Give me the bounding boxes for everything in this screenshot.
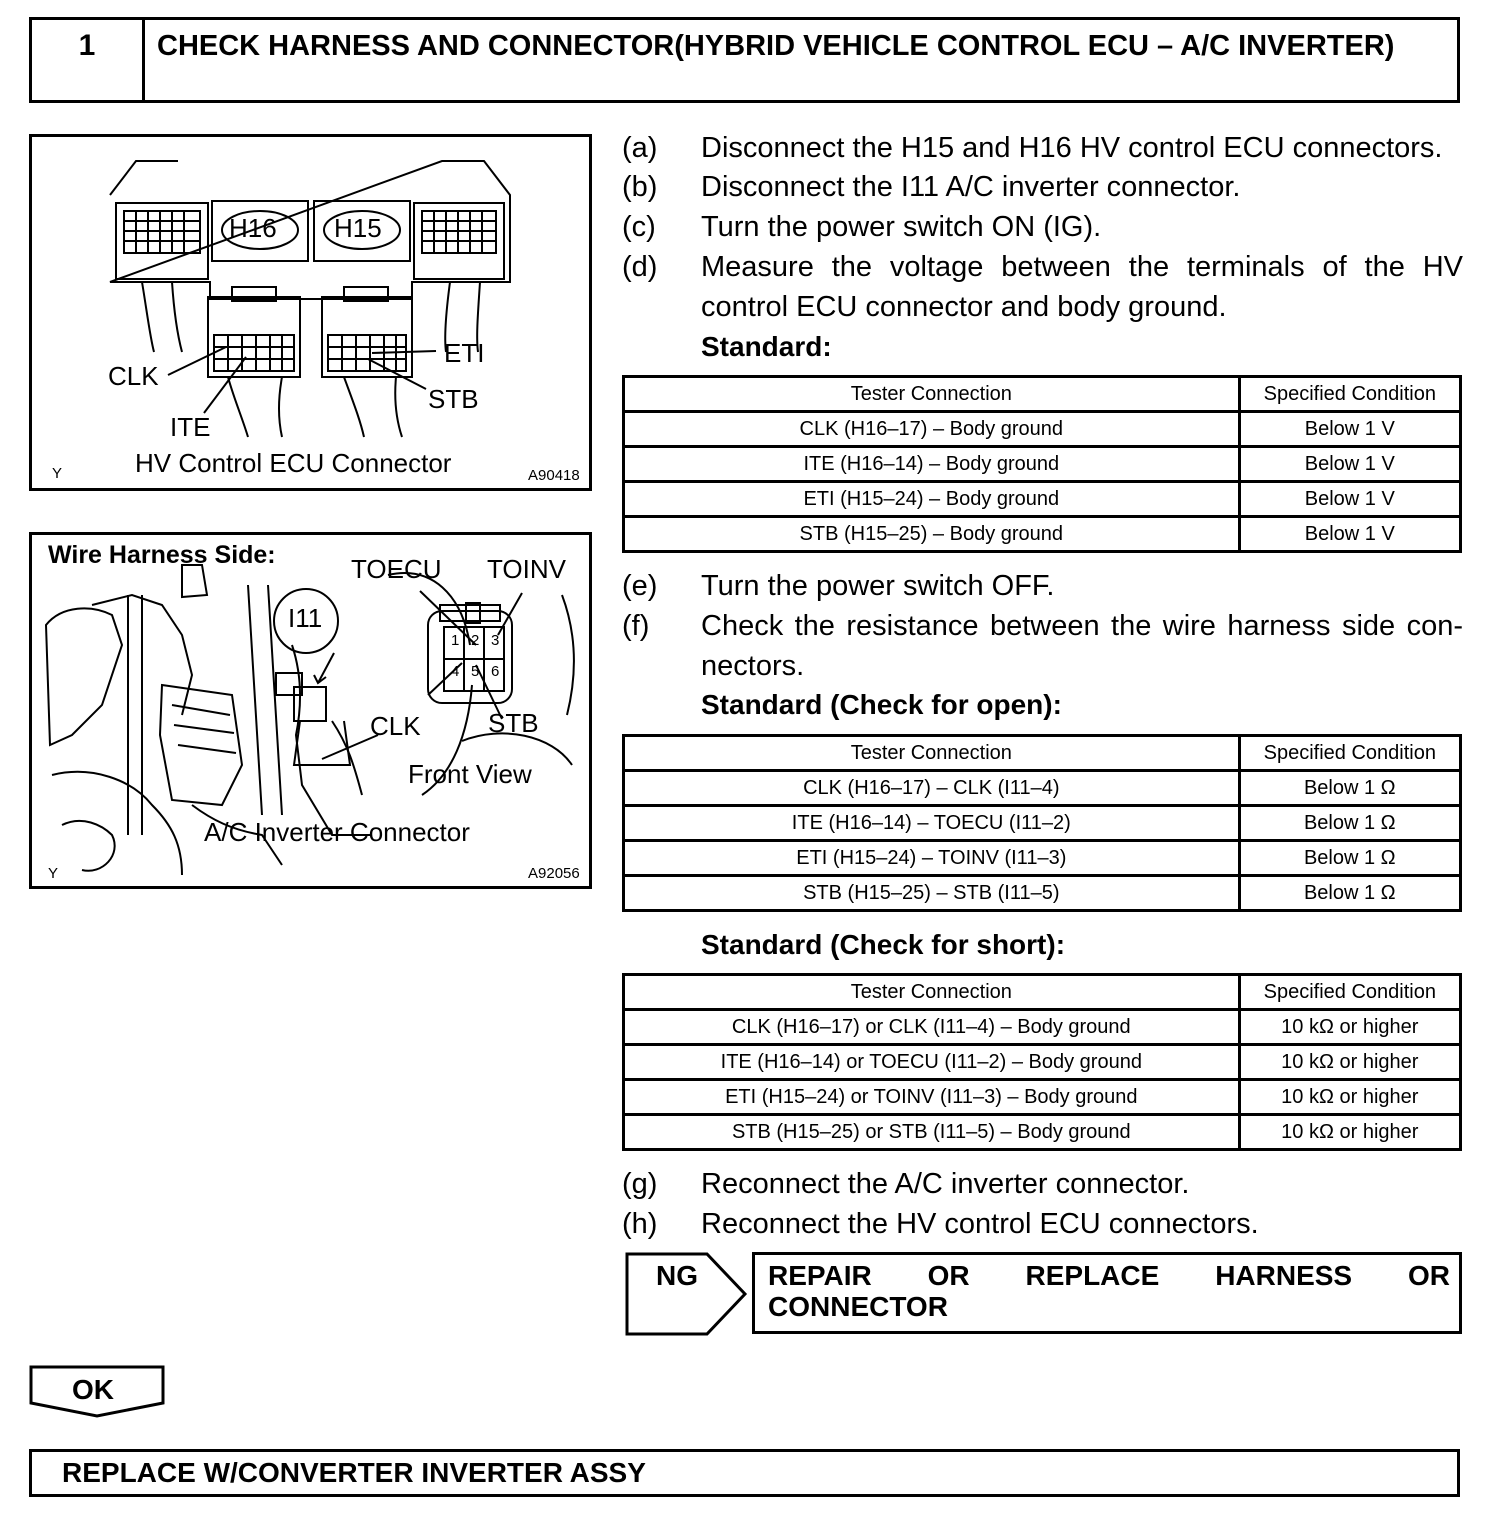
- cell-connection: CLK (H16–17) or CLK (I11–4) – Body ground: [624, 1010, 1240, 1045]
- step-f-text-line1: Check the resistance between the wire harness side con-: [701, 610, 1463, 642]
- table-row: [624, 1045, 1461, 1080]
- figure2-title: Wire Harness Side:: [48, 541, 276, 569]
- short-spec-table: [622, 973, 1462, 1151]
- pin-6: 6: [491, 663, 500, 680]
- cell-connection: ETI (H15–24) – TOINV (I11–3): [624, 841, 1240, 876]
- cell-condition: Below 1 Ω: [1239, 771, 1460, 806]
- cell-condition: 10 kΩ or higher: [1239, 1010, 1460, 1045]
- standard-short-heading: Standard (Check for short):: [701, 929, 1066, 960]
- table-row: [624, 482, 1461, 517]
- ng-word: HARNESS: [1215, 1260, 1353, 1291]
- step-g-letter: (g): [622, 1168, 658, 1200]
- step-d-letter: (d): [622, 251, 658, 283]
- stb-label: STB: [428, 384, 479, 414]
- corner-mark: Y: [48, 865, 59, 882]
- figure-code: A90418: [528, 467, 580, 484]
- cell-condition: Below 1 Ω: [1239, 841, 1460, 876]
- cell-condition: Below 1 V: [1239, 447, 1460, 482]
- ng-word: OR: [927, 1260, 970, 1291]
- step-a-letter: (a): [622, 132, 658, 164]
- step-g-text: Reconnect the A/C inverter connector.: [701, 1168, 1190, 1200]
- cell-connection: STB (H15–25) or STB (I11–5) – Body ground: [624, 1115, 1240, 1150]
- table-row: [624, 1010, 1461, 1045]
- table-header-row: [624, 736, 1461, 771]
- header-tester-connection: Tester Connection: [624, 975, 1240, 1010]
- header-tester-connection: Tester Connection: [624, 736, 1240, 771]
- cell-connection: ETI (H15–24) or TOINV (I11–3) – Body ground: [624, 1080, 1240, 1115]
- figure-caption: HV Control ECU Connector: [135, 448, 452, 478]
- table-row: [624, 1080, 1461, 1115]
- table-header-row: [624, 975, 1461, 1010]
- step-c-letter: (c): [622, 211, 656, 243]
- step-e-text: Turn the power switch OFF.: [701, 570, 1055, 602]
- cell-condition: Below 1 V: [1239, 517, 1460, 552]
- step-header: [29, 17, 1460, 103]
- cell-connection: ITE (H16–14) or TOECU (I11–2) – Body ground: [624, 1045, 1240, 1080]
- table-row: [624, 876, 1461, 911]
- step-f-letter: (f): [622, 610, 650, 642]
- hv-ecu-connector-illustration: [32, 137, 589, 488]
- h15-label: H15: [334, 213, 382, 243]
- cell-condition: 10 kΩ or higher: [1239, 1115, 1460, 1150]
- cell-connection: STB (H15–25) – Body ground: [624, 517, 1240, 552]
- standard-open-heading: Standard (Check for open):: [701, 689, 1062, 720]
- cell-condition: 10 kΩ or higher: [1239, 1045, 1460, 1080]
- ng-word: REPAIR: [768, 1260, 872, 1291]
- ng-label: NG: [656, 1260, 698, 1291]
- clk-label: CLK: [108, 361, 159, 391]
- standard-voltage-heading: Standard:: [701, 331, 832, 362]
- cell-connection: ITE (H16–14) – TOECU (I11–2): [624, 806, 1240, 841]
- step-h-text: Reconnect the HV control ECU connectors.: [701, 1208, 1259, 1240]
- table-row: [624, 447, 1461, 482]
- cell-condition: 10 kΩ or higher: [1239, 1080, 1460, 1115]
- step-b-text: Disconnect the I11 A/C inverter connector.: [701, 171, 1241, 203]
- table-row: [624, 1115, 1461, 1150]
- cell-condition: Below 1 Ω: [1239, 806, 1460, 841]
- header-specified-condition: Specified Condition: [1239, 377, 1460, 412]
- table-row: [624, 771, 1461, 806]
- eti-label: ETI: [444, 338, 485, 368]
- figure-code: A92056: [528, 865, 580, 882]
- figure-hv-ecu-connector: [29, 134, 592, 491]
- ng-action-line1: [768, 1260, 1450, 1292]
- table-row: [624, 412, 1461, 447]
- voltage-spec-table: [622, 375, 1462, 553]
- header-tester-connection: Tester Connection: [624, 377, 1240, 412]
- header-specified-condition: Specified Condition: [1239, 975, 1460, 1010]
- cell-connection: ETI (H15–24) – Body ground: [624, 482, 1240, 517]
- cell-condition: Below 1 V: [1239, 482, 1460, 517]
- final-action-box: REPLACE W/CONVERTER INVERTER ASSY: [29, 1449, 1460, 1497]
- ng-action-box: [752, 1252, 1462, 1334]
- open-spec-table: [622, 734, 1462, 912]
- step-e-letter: (e): [622, 570, 658, 602]
- figure2-caption: A/C Inverter Connector: [204, 817, 470, 847]
- cell-condition: Below 1 Ω: [1239, 876, 1460, 911]
- step-d-text-line2: control ECU connector and body ground.: [701, 291, 1227, 323]
- cell-condition: Below 1 V: [1239, 412, 1460, 447]
- pin-1: 1: [451, 632, 460, 649]
- ok-label: OK: [72, 1374, 114, 1405]
- cell-connection: CLK (H16–17) – Body ground: [624, 412, 1240, 447]
- step-number: 1: [32, 20, 145, 100]
- table-row: [624, 806, 1461, 841]
- ng-word: REPLACE: [1025, 1260, 1160, 1291]
- step-c-text: Turn the power switch ON (IG).: [701, 211, 1102, 243]
- table-row: [624, 841, 1461, 876]
- h16-label: H16: [229, 213, 277, 243]
- pin-3: 3: [491, 632, 500, 649]
- cell-connection: ITE (H16–14) – Body ground: [624, 447, 1240, 482]
- pin-2: 2: [471, 632, 480, 649]
- header-specified-condition: Specified Condition: [1239, 736, 1460, 771]
- toecu-label: TOECU: [351, 554, 442, 584]
- step-f-text-line2: nectors.: [701, 650, 805, 682]
- clk-pin-label: CLK: [370, 711, 421, 741]
- cell-connection: STB (H15–25) – STB (I11–5): [624, 876, 1240, 911]
- step-b-letter: (b): [622, 171, 658, 203]
- pin-4: 4: [451, 663, 460, 680]
- step-d-text-line1: Measure the voltage between the terminals of the HV: [701, 251, 1463, 283]
- step-title: CHECK HARNESS AND CONNECTOR(HYBRID VEHICLE CONTROL ECU – A/C INVERTER): [157, 30, 1395, 62]
- corner-mark: Y: [52, 465, 63, 482]
- figure-ac-inverter-connector: [29, 532, 592, 889]
- table-row: [624, 517, 1461, 552]
- step-a-text: Disconnect the H15 and H16 HV control ECU connectors.: [701, 132, 1443, 164]
- cell-connection: CLK (H16–17) – CLK (I11–4): [624, 771, 1240, 806]
- step-h-letter: (h): [622, 1208, 658, 1240]
- i11-label: I11: [288, 603, 323, 633]
- pin-5: 5: [471, 663, 480, 680]
- ng-action-line2: CONNECTOR: [768, 1291, 948, 1322]
- ite-label: ITE: [170, 412, 211, 442]
- ng-word: OR: [1408, 1260, 1450, 1291]
- table-header-row: [624, 377, 1461, 412]
- front-view-label: Front View: [408, 759, 532, 789]
- toinv-label: TOINV: [487, 554, 566, 584]
- stb-pin-label: STB: [488, 708, 539, 738]
